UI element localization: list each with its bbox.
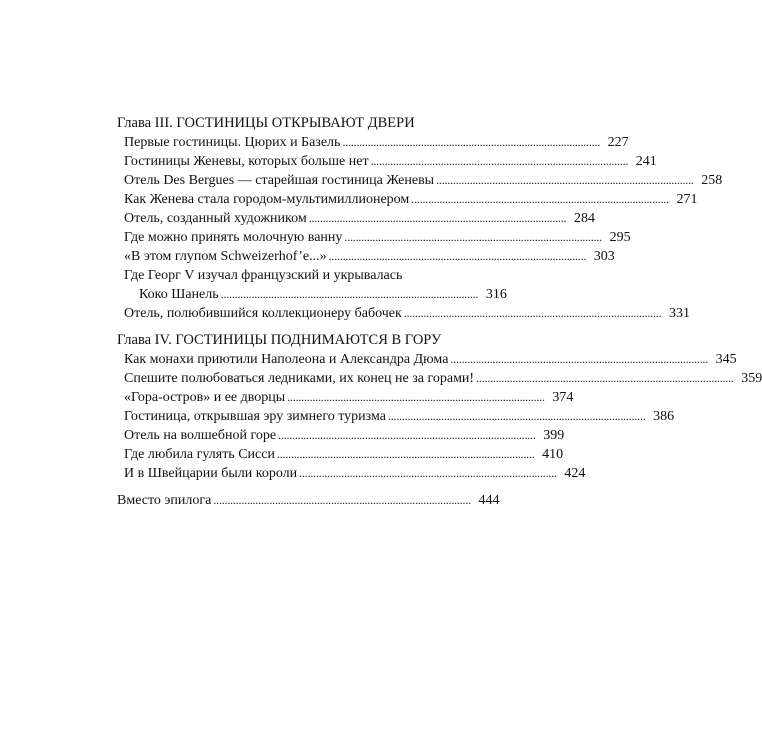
toc-entry[interactable] [117, 369, 762, 388]
entry-title: Отель Des Bergues — старейшая гостиница Женевы [124, 173, 435, 188]
toc-entry[interactable] [117, 133, 629, 152]
toc-entry[interactable] [117, 209, 595, 228]
entry-page: 424 [564, 466, 586, 481]
entry-page: 386 [653, 409, 675, 424]
toc-entry[interactable] [117, 350, 737, 369]
chapter-heading: Глава III. ГОСТИНИЦЫ ОТКРЫВАЮТ ДВЕРИ [117, 115, 415, 131]
toc-entry[interactable] [117, 464, 586, 483]
dot-leader [371, 152, 627, 171]
toc-entry[interactable] [117, 407, 675, 426]
entry-title: Где можно принять молочную ванну [124, 230, 343, 245]
dot-leader [388, 407, 644, 426]
entry-page: 345 [715, 352, 737, 367]
toc-entry[interactable] [117, 388, 574, 407]
entry-page: 316 [485, 287, 507, 302]
entry-title-line1: Где Георг V изучал французский и укрывалась [124, 268, 403, 283]
toc-entry-line1[interactable] [117, 266, 493, 285]
table-of-contents [117, 112, 762, 510]
toc-entry[interactable] [117, 426, 565, 445]
dot-leader [221, 285, 477, 304]
entry-page: 258 [701, 173, 723, 188]
entry-page: 444 [478, 493, 500, 508]
entry-title: Гостиница, открывшая эру зимнего туризма [124, 409, 386, 424]
entry-page: 284 [573, 211, 595, 226]
entry-title: Отель, созданный художником [124, 211, 307, 226]
dot-leader [404, 304, 660, 323]
entry-title: «В этом глупом Schweizerhof’e...» [124, 249, 327, 264]
entry-page: 295 [609, 230, 631, 245]
toc-entry[interactable] [117, 304, 690, 323]
chapter-heading: Глава IV. ГОСТИНИЦЫ ПОДНИМАЮТСЯ В ГОРУ [117, 332, 442, 348]
dot-leader [342, 133, 598, 152]
entry-page: 359 [741, 371, 762, 386]
entry-page: 227 [607, 135, 629, 150]
entry-page: 303 [593, 249, 615, 264]
toc-entry[interactable] [117, 152, 657, 171]
entry-title: Коко Шанель [139, 287, 219, 302]
dot-leader [344, 228, 600, 247]
dot-leader [476, 369, 732, 388]
dot-leader [213, 491, 469, 510]
entry-title: Где любила гулять Сисси [124, 447, 275, 462]
entry-title: И в Швейцарии были короли [124, 466, 298, 481]
toc-entry[interactable] [117, 445, 564, 464]
entry-title: Спешите полюбоваться ледниками, их конец не за горами! [124, 371, 475, 386]
toc-entry-epilogue[interactable] [117, 491, 500, 510]
entry-page: 374 [552, 390, 574, 405]
toc-entry[interactable] [117, 247, 615, 266]
dot-leader [329, 247, 585, 266]
toc-entry[interactable] [117, 171, 723, 190]
dot-leader [436, 171, 692, 190]
entry-title: Отель, полюбившийся коллекционеру бабочек [124, 306, 402, 321]
toc-entry[interactable] [117, 285, 507, 304]
dot-leader [287, 388, 543, 407]
entry-title: «Гора-остров» и ее дворцы [124, 390, 286, 405]
entry-title: Гостиницы Женевы, которых больше нет [124, 154, 369, 169]
dot-leader [450, 350, 706, 369]
entry-title: Отель на волшебной горе [124, 428, 277, 443]
entry-page: 241 [635, 154, 657, 169]
dot-leader [299, 464, 555, 483]
toc-entry[interactable] [117, 190, 698, 209]
entry-title: Как монахи приютили Наполеона и Александра Дюма [124, 352, 449, 367]
entry-title: Как Женева стала городом-мультимиллионером [124, 192, 410, 207]
dot-leader [278, 426, 534, 445]
dot-leader [309, 209, 565, 228]
dot-leader [411, 190, 667, 209]
entry-page: 271 [676, 192, 698, 207]
toc-entry[interactable] [117, 228, 631, 247]
entry-page: 410 [542, 447, 564, 462]
entry-title: Первые гостиницы. Цюрих и Базель [124, 135, 341, 150]
entry-page: 331 [668, 306, 690, 321]
entry-page: 399 [543, 428, 565, 443]
dot-leader [277, 445, 533, 464]
entry-title: Вместо эпилога [117, 493, 212, 508]
